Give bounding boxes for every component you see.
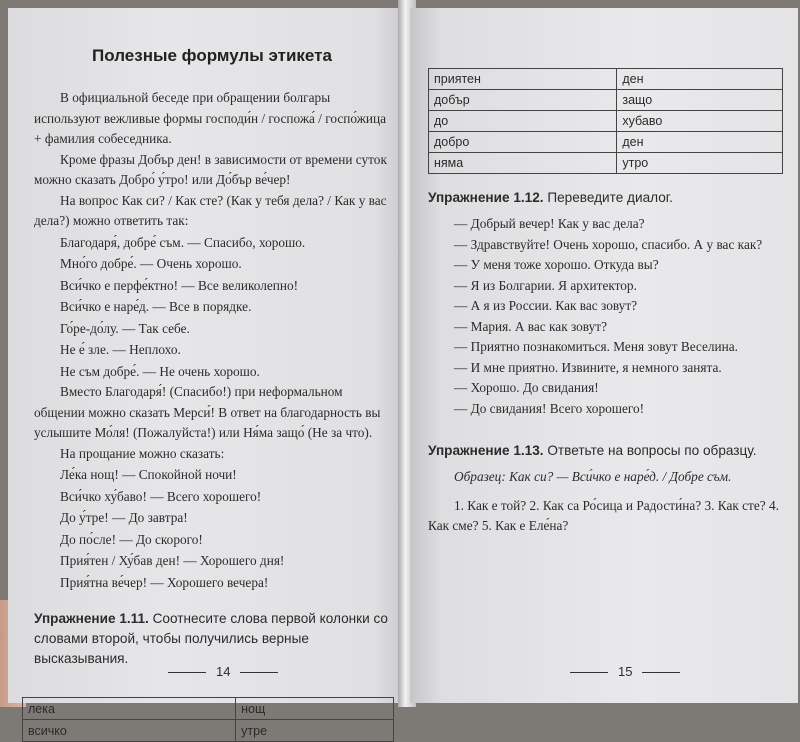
- paragraph-formal: В официальной беседе при обращении болгары используют вежливые формы господи́н / госпожа́ / госпо́жица + фамилия собеседника.: [34, 90, 387, 146]
- table-cell: всичко: [23, 720, 236, 742]
- table-cell: до: [429, 111, 617, 132]
- exercise-instruction: Переведите диалог.: [547, 190, 673, 205]
- page-number-left: 14: [158, 664, 288, 679]
- page-title: Полезные формулы этикета: [92, 46, 332, 65]
- dialog-line: — Мария. А вас как зовут?: [454, 318, 607, 334]
- exercise-number: Упражнение 1.12.: [428, 190, 544, 205]
- matching-table-right: [428, 68, 783, 174]
- paragraph-greetings: Кроме фразы Добър ден! в зависимости от времени суток можно сказать Добро́ у́тро! или До́бър ве́чер!: [34, 151, 387, 187]
- table-cell: хубаво: [617, 111, 783, 132]
- exercise-number: Упражнение 1.11.: [34, 611, 149, 626]
- example-list-farewells: [34, 464, 390, 593]
- matching-table-left: [22, 697, 394, 742]
- example-line: До по́сле! — До скорого!: [60, 531, 203, 547]
- page-number-right: 15: [560, 664, 690, 679]
- table-cell: няма: [429, 153, 617, 174]
- example-line: Прия́тен / Ху́бав ден! — Хорошего дня!: [60, 553, 285, 568]
- table-cell: приятен: [429, 69, 617, 90]
- paragraph-question: На вопрос Как си? / Как сте? (Как у тебя дела? / Как у вас дела?) можно ответить так:: [34, 192, 387, 228]
- dialog-line: — Здравствуйте! Очень хорошо, спасибо. А у вас как?: [454, 236, 763, 252]
- dialog-list: [428, 214, 788, 419]
- table-row: [23, 698, 394, 720]
- dialog-line: — А я из России. Как вас зовут?: [454, 298, 638, 313]
- example-line: До у́тре! — До завтра!: [60, 510, 188, 525]
- right-page: [410, 8, 798, 703]
- dialog-line: — До свидания! Всего хорошего!: [454, 400, 645, 416]
- exercise-1-12: [428, 188, 788, 208]
- table-row: [23, 720, 394, 742]
- table-cell: лека: [23, 698, 236, 720]
- example-line: Вси́чко ху́баво! — Всего хорошего!: [60, 488, 262, 504]
- dialog-line: — Добрый вечер! Как у вас дела?: [454, 216, 645, 231]
- example-line: Ле́ка нощ! — Спокойной ночи!: [60, 467, 237, 482]
- table-row: [429, 132, 783, 153]
- exercise-instruction: Ответьте на вопросы по образцу.: [547, 443, 757, 458]
- table-cell: нощ: [236, 698, 394, 720]
- sample-answer: Образец: Как си? — Вси́чко е наре́д. / Добре съм.: [454, 469, 732, 484]
- example-line: Благодаря́, добре́ съм. — Спасибо, хорошо.: [60, 234, 306, 250]
- example-line: Вси́чко е перфе́ктно! — Все великолепно!: [60, 277, 299, 293]
- example-line: Го́ре-до́лу. — Так себе.: [60, 320, 190, 336]
- table-row: [429, 153, 783, 174]
- table-cell: утро: [617, 153, 783, 174]
- questions-list: 1. Как е той? 2. Как са Ро́сица и Радости́на? 3. Как сте? 4. Как сме? 5. Как е Еле́на?: [428, 497, 779, 533]
- paragraph-farewell: На прощание можно сказать:: [60, 445, 225, 461]
- example-line: Вси́чко е наре́д. — Все в порядке.: [60, 299, 252, 314]
- paragraph-thanks: Вместо Благодаря́! (Спасибо!) при неформальном общении можно сказать Мерси́! В ответ на благодарность вы услышите Мо́ля! (Пожалуйста!) или Ня́ма защо́ (Не за что).: [34, 384, 381, 440]
- example-line: Не съм добре́. — Не очень хорошо.: [60, 363, 260, 379]
- exercise-number: Упражнение 1.13.: [428, 443, 544, 458]
- example-line: Не е́ зле. — Неплохо.: [60, 342, 181, 357]
- table-row: [429, 90, 783, 111]
- dialog-line: — У меня тоже хорошо. Откуда вы?: [454, 257, 659, 272]
- exercise-1-13: [428, 441, 788, 461]
- dialog-line: — И мне приятно. Извините, я немного занята.: [454, 359, 722, 375]
- table-cell: утре: [236, 720, 394, 742]
- example-list-answers: [34, 232, 390, 383]
- table-cell: добро: [429, 132, 617, 153]
- table-row: [429, 69, 783, 90]
- table-cell: ден: [617, 69, 783, 90]
- dialog-line: — Хорошо. До свидания!: [454, 380, 599, 395]
- exercise-instruction: Соотнесите слова первой колонки со словами второй, чтобы получились верные высказывания.: [34, 611, 388, 666]
- table-cell: добър: [429, 90, 617, 111]
- dialog-line: — Я из Болгарии. Я архитектор.: [454, 277, 637, 293]
- table-cell: ден: [617, 132, 783, 153]
- example-line: Мно́го добре́. — Очень хорошо.: [60, 256, 242, 271]
- table-cell: защо: [617, 90, 783, 111]
- example-line: Прия́тна ве́чер! — Хорошего вечера!: [60, 574, 269, 590]
- dialog-line: — Приятно познакомиться. Меня зовут Веселина.: [454, 339, 738, 354]
- left-page: [8, 8, 406, 738]
- table-row: [429, 111, 783, 132]
- exercise-1-11: [34, 609, 390, 669]
